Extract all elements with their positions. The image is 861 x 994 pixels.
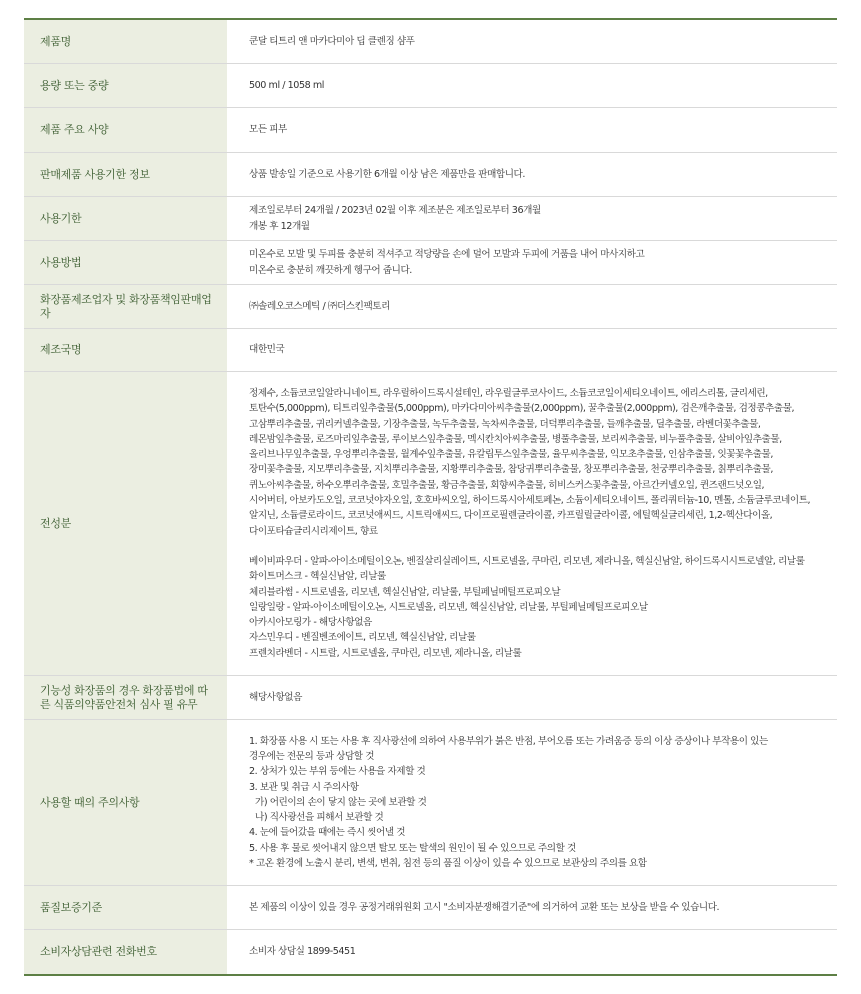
spec-value-line: 나) 직사광선을 피해서 보관할 것 [255,812,384,824]
spec-row [24,285,837,329]
spec-label: 제조국명 [24,329,227,371]
spec-row [24,676,837,720]
spec-label: 소비자상담관련 전화번호 [24,930,227,974]
spec-value [227,886,837,929]
spec-value-line: 500 ml / 1058 ml [249,79,324,91]
spec-value-line: 쿤달 티트리 앤 마카다미아 딥 클렌징 샴푸 [249,35,415,47]
spec-value-line: 경우에는 전문의 등과 상담할 것 [249,750,375,762]
spec-value [227,372,837,675]
spec-label: 사용기한 [24,197,227,240]
spec-value-line: 제조일로부터 24개월 / 2023년 02월 이후 제조분은 제조일로부터 36개월 [249,205,541,217]
spec-label: 기능성 화장품의 경우 화장품법에 따른 식품의약품안전처 심사 필 유무 [24,676,227,719]
spec-value-line: 미온수로 모발 및 두피를 충분히 적셔주고 적당량을 손에 덜어 모발과 두피에 거품을 내어 마사지하고 [249,249,645,261]
spec-value-line: 장미꽃추출물, 지모뿌리추출물, 지치뿌리추출물, 지황뿌리추출물, 참당귀뿌리추출물, 창포뿌리추출물, 천궁뿌리추출물, 칡뿌리추출물, [249,464,773,476]
spec-value-line: 미온수로 충분히 깨끗하게 헹구어 줍니다. [249,264,412,276]
spec-value-line: 올리브나무잎추출물, 우엉뿌리추출물, 월계수잎추출물, 유칼립투스잎추출물, 율무씨추출물, 익모초추출물, 인삼추출물, 잇꽃꽃추출물, [249,449,773,461]
spec-value-line: 개봉 후 12개월 [249,220,310,232]
spec-value [227,720,837,885]
spec-value-line: 해당사항없음 [249,691,302,703]
spec-row [24,20,837,64]
spec-label: 화장품제조업자 및 화장품책임판매업자 [24,285,227,328]
spec-value-line: 화이트머스크 - 헥실신남알, 리날룰 [249,571,386,583]
spec-row [24,720,837,886]
spec-value-line: 다이포타슘글리시리제이트, 향료 [249,525,378,537]
spec-value-line: 4. 눈에 들어갔을 때에는 즉시 씻어낼 것 [249,827,406,839]
spec-value [227,241,837,284]
spec-label: 제품명 [24,20,227,63]
spec-value-line: 2. 상처가 있는 부위 등에는 사용을 자제할 것 [249,766,426,778]
spec-value [227,930,837,974]
spec-value-line: 정제수, 소듐코코일알라니네이트, 라우릴하이드록시설테인, 라우릴글루코사이드, 소듐코코일이세티오네이트, 에리스리톨, 글리세린, [249,387,768,399]
spec-value-line: 아카시아모링가 - 해당사항없음 [249,617,372,629]
spec-value-line: 일랑일랑 - 알파-아이소메틸이오논, 시트로넬올, 리모넨, 헥실신남알, 리날룰, 부틸페닐메틸프로피오날 [249,601,648,613]
spec-value-line: 자스민우디 - 벤질벤조에이트, 리모넨, 헥실신남알, 리날룰 [249,632,476,644]
spec-label: 판매제품 사용기한 정보 [24,153,227,196]
spec-row [24,886,837,930]
spec-row [24,241,837,285]
spec-value-line: 프렌치라벤더 - 시트랄, 시트로넬올, 쿠마린, 리모넨, 제라니올, 리날룰 [249,647,522,659]
spec-value-line: 본 제품의 이상이 있을 경우 공정거래위원회 고시 "소비자분쟁해결기준"에 의거하여 교환 또는 보상을 받을 수 있습니다. [249,901,720,913]
spec-value-line: 퀴노아씨추출물, 하수오뿌리추출물, 호밀추출물, 황금추출물, 회향씨추출물, 히비스커스꽃추출물, 아르간커넬오일, 퀸즈랜드넛오일, [249,479,765,491]
spec-row [24,372,837,676]
spec-value-line: 1. 화장품 사용 시 또는 사용 후 직사광선에 의하여 사용부위가 붉은 반점, 부어오름 또는 가려움증 등의 이상 증상이나 부작용이 있는 [249,735,768,747]
spec-value-line: 5. 사용 후 물로 씻어내지 않으면 탈모 또는 탈색의 원인이 될 수 있으므로 주의할 것 [249,842,576,854]
spec-value-line: 알지닌, 소듐클로라이드, 코코넛애씨드, 시트릭애씨드, 다이프로필렌글라이콜, 카프릴릴글라이콜, 에틸헥실글리세린, 1,2-헥산다이올, [249,510,773,522]
spec-label: 사용할 때의 주의사항 [24,720,227,885]
spec-value-line: 토탄수(5,000ppm), 티트리잎추출물(5,000ppm), 마카다미아씨추출물(2,000ppm), 꿀추출물(2,000ppm), 검은깨추출물, 검정콩추출물, [249,403,795,415]
spec-value-line: 가) 어린이의 손이 닿지 않는 곳에 보관할 것 [255,796,427,808]
spec-value [227,329,837,371]
spec-row [24,329,837,372]
spec-value [227,20,837,63]
spec-value [227,676,837,719]
spec-value-line: 레몬밤잎추출물, 로즈마리잎추출물, 루이보스잎추출물, 멕시칸치아씨추출물, 병풀추출물, 보리씨추출물, 비누풀추출물, 살비아잎추출물, [249,433,782,445]
spec-row [24,153,837,197]
spec-label: 용량 또는 중량 [24,64,227,107]
spec-value-line: 3. 보관 및 취급 시 주의사항 [249,781,359,793]
spec-row [24,108,837,153]
spec-row [24,64,837,108]
spec-value [227,153,837,196]
spec-value-line: ㈜솔레오코스메틱 / ㈜더스킨팩토리 [249,300,390,312]
spec-value-line: 상품 발송일 기준으로 사용기한 6개월 이상 남은 제품만을 판매합니다. [249,168,525,180]
spec-row [24,930,837,974]
spec-value-line: 체리블라썸 - 시트로넬올, 리모넨, 헥실신남알, 리날룰, 부틸페닐메틸프로피오날 [249,586,561,598]
spec-value-line: 소비자 상담실 1899-5451 [249,946,356,958]
spec-value [227,197,837,240]
spec-value [227,64,837,107]
spec-label: 품질보증기준 [24,886,227,929]
spec-value-line: 시어버터, 아보카도오일, 코코넛야자오일, 호호바씨오일, 하이드록시아세토페논, 소듐이세티오네이트, 폴리쿼터늄-10, 멘톨, 소듐글루코네이트, [249,495,811,507]
spec-value-line: 모든 피부 [249,124,287,136]
spec-label: 사용방법 [24,241,227,284]
spec-value-line: 대한민국 [249,344,285,356]
spec-label: 제품 주요 사양 [24,108,227,152]
product-info-table [24,18,837,976]
spec-value-line: 고삼뿌리추출물, 귀리커넬추출물, 기장추출물, 녹두추출물, 녹차씨추출물, 더덕뿌리추출물, 들깨추출물, 딜추출물, 라벤더꽃추출물, [249,418,761,430]
spec-value-line: 베이비파우더 - 알파-아이소메틸이오논, 벤질살리실레이트, 시트로넬올, 쿠마린, 리모넨, 제라니올, 헥실신남알, 하이드록시시트로넬알, 리날룰 [249,555,805,567]
spec-value [227,285,837,328]
spec-row [24,197,837,241]
spec-value [227,108,837,152]
spec-label: 전성분 [24,372,227,675]
spec-value-line: * 고온 환경에 노출시 분리, 변색, 변취, 침전 등의 품질 이상이 있을 수 있으므로 보관상의 주의를 요함 [249,858,647,870]
spec-line-gap [249,539,827,554]
